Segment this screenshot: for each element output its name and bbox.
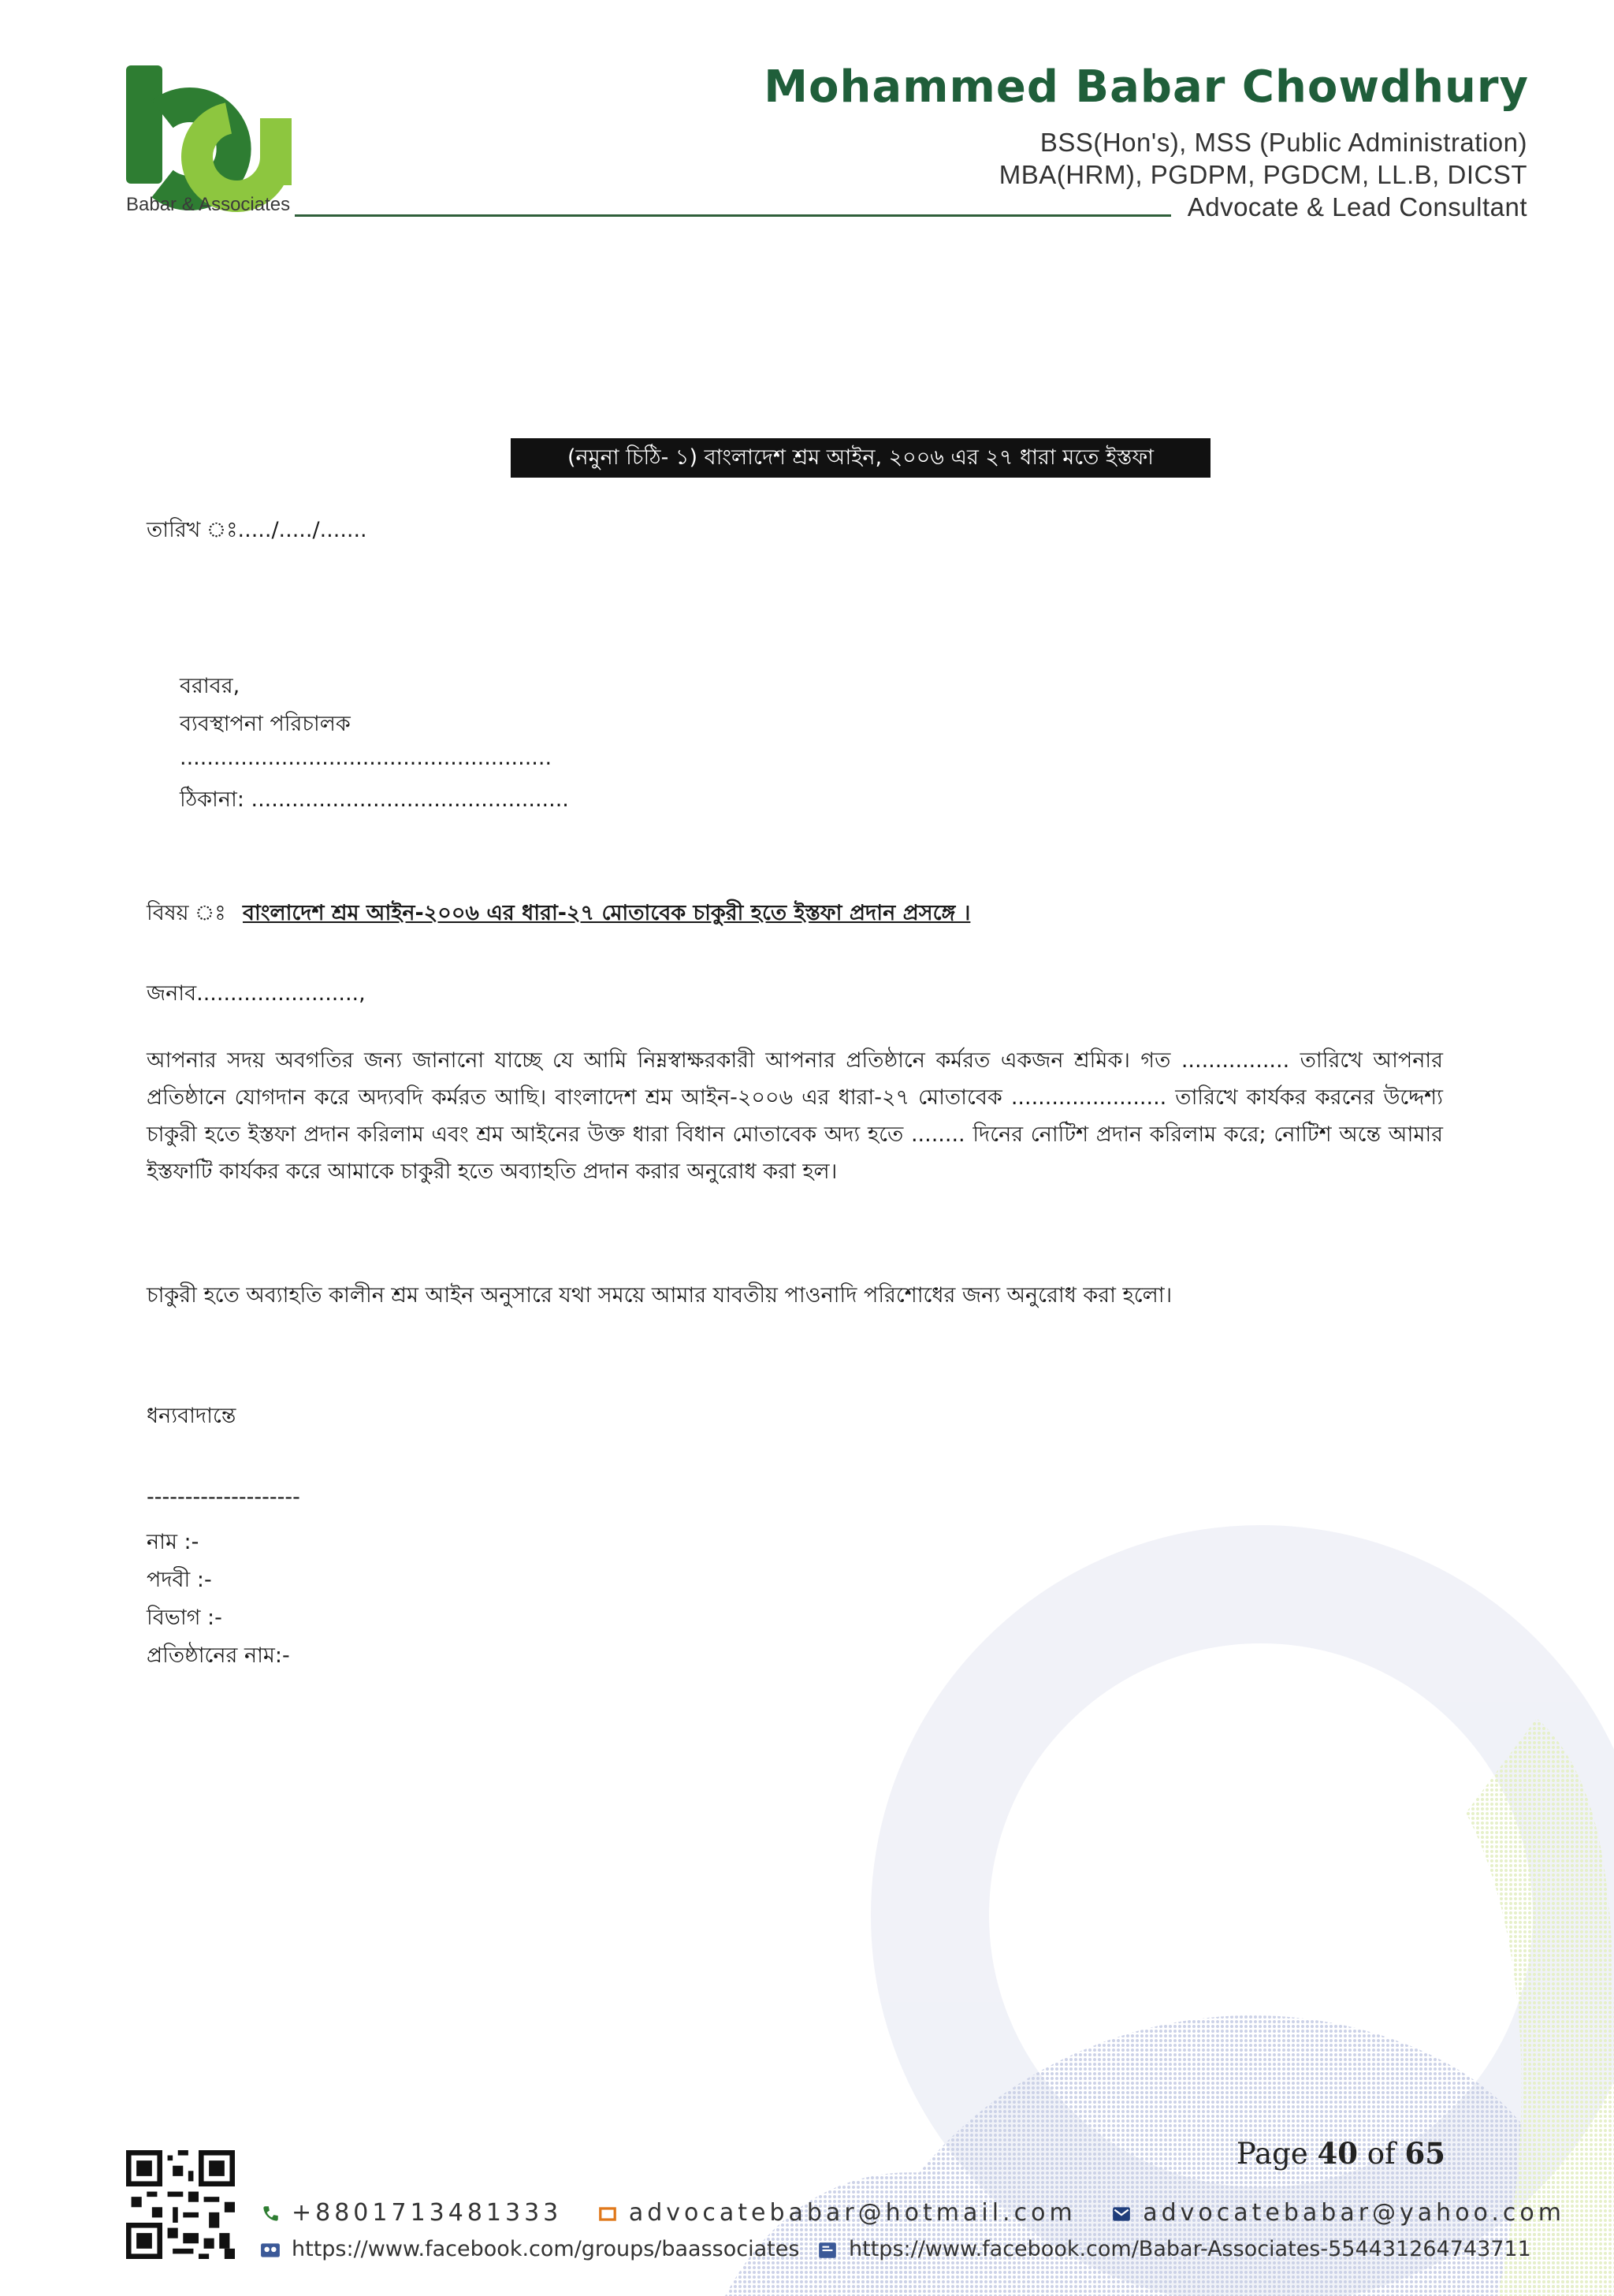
field-department: বিভাগ :- [147,1606,222,1630]
mail-icon [1111,2204,1132,2224]
header-divider [295,214,1171,217]
contact-row-2 [260,2237,1531,2261]
babar-associates-logo [126,59,299,217]
hotmail-icon [597,2204,618,2224]
subject-label: বিষয় ঃ [147,901,226,925]
credential-line-3: Advocate & Lead Consultant [1187,192,1527,221]
phone-number: +8801713481333 [292,2199,563,2227]
date-line: তারিখ ঃ...../...../....... [147,518,367,542]
phone-icon [260,2204,281,2224]
credential-line-2: MBA(HRM), PGDPM, PGDCM, LL.B, DICST [999,160,1527,189]
recipient-to: বরাবর, [180,674,240,698]
page-current: 40 [1317,2136,1358,2171]
page-total: 65 [1404,2136,1445,2171]
field-designation: পদবী :- [147,1568,212,1592]
facebook-page-icon [817,2240,838,2261]
subject-text: বাংলাদেশ শ্রম আইন-২০০৬ এর ধারা-২৭ মোতাবেক চাকুরী হতে ইস্তফা প্রদান প্রসঙ্গে । [243,901,971,925]
recipient-designation: ব্যবস্থাপনা পরিচালক [180,712,351,736]
letter-title-banner: (নমুনা চিঠি- ১) বাংলাদেশ শ্রম আইন, ২০০৬ এর ২৭ ধারা মতে ইস্তফা [511,438,1210,478]
closing: ধন্যবাদান্তে [147,1404,236,1428]
recipient-address: ঠিকানা: ............................................... [180,787,569,812]
field-organization: প্রতিষ্ঠানের নাম:- [147,1643,290,1668]
contact-row-1 [260,2199,1565,2227]
email-yahoo: advocatebabar@yahoo.com [1143,2199,1565,2227]
credential-line-1: BSS(Hon's), MSS (Public Administration) [1039,128,1527,157]
email-hotmail: advocatebabar@hotmail.com [628,2199,1077,2227]
facebook-page-link[interactable]: https://www.facebook.com/Babar-Associates-554431264743711 [849,2237,1531,2261]
facebook-group-link[interactable]: https://www.facebook.com/groups/baassociates [292,2237,800,2261]
signature-line: -------------------- [147,1485,300,1509]
page-number: Page 40 of 65 [1236,2136,1445,2171]
facebook-group-icon [260,2240,281,2261]
field-name: নাম :- [147,1530,199,1554]
body-paragraph-1: আপনার সদয় অবগতির জন্য জানানো যাচ্ছে যে আমি নিম্নস্বাক্ষরকারী আপনার প্রতিষ্ঠানে কর্মরত একজন শ্রমিক। গত ................ তারিখে আপনার প্রতিষ্ঠানে যোগদান করে অদ্যবদি কর্মরত আছি। বাংলাদেশ শ্রম আইন-২০০৬ এর ধারা-২৭ মোতাবেক ....................... তারিখে কার্যকর করনের উদ্দেশ্য চাকুরী হতে ইস্তফা প্রদান করিলাম এবং শ্রম আইনের উক্ত ধারা বিধান মোতাবেক অদ্য হতে ........ দিনের নোটিশ প্রদান করিলাম করে; নোটিশ অন্তে আমার ইস্তফাটি কার্যকর করে আমাকে চাকুরী হতে অব্যাহতি প্রদান করার অনুরোধ করা হল। [147,1048,1443,1184]
logo-caption: Babar & Associates [126,194,291,215]
body-paragraph-2: চাকুরী হতে অব্যাহতি কালীন শ্রম আইন অনুসারে যথা সময়ে আমার যাবতীয় পাওনাদি পরিশোধের জন্য অনুরোধ করা হলো। [147,1283,1173,1308]
salutation: জনাব........................, [147,981,366,1006]
qr-code [126,2150,235,2259]
recipient-blank-line: ....................................................... [180,746,552,770]
letterhead-name: Mohammed Babar Chowdhury [764,61,1529,113]
